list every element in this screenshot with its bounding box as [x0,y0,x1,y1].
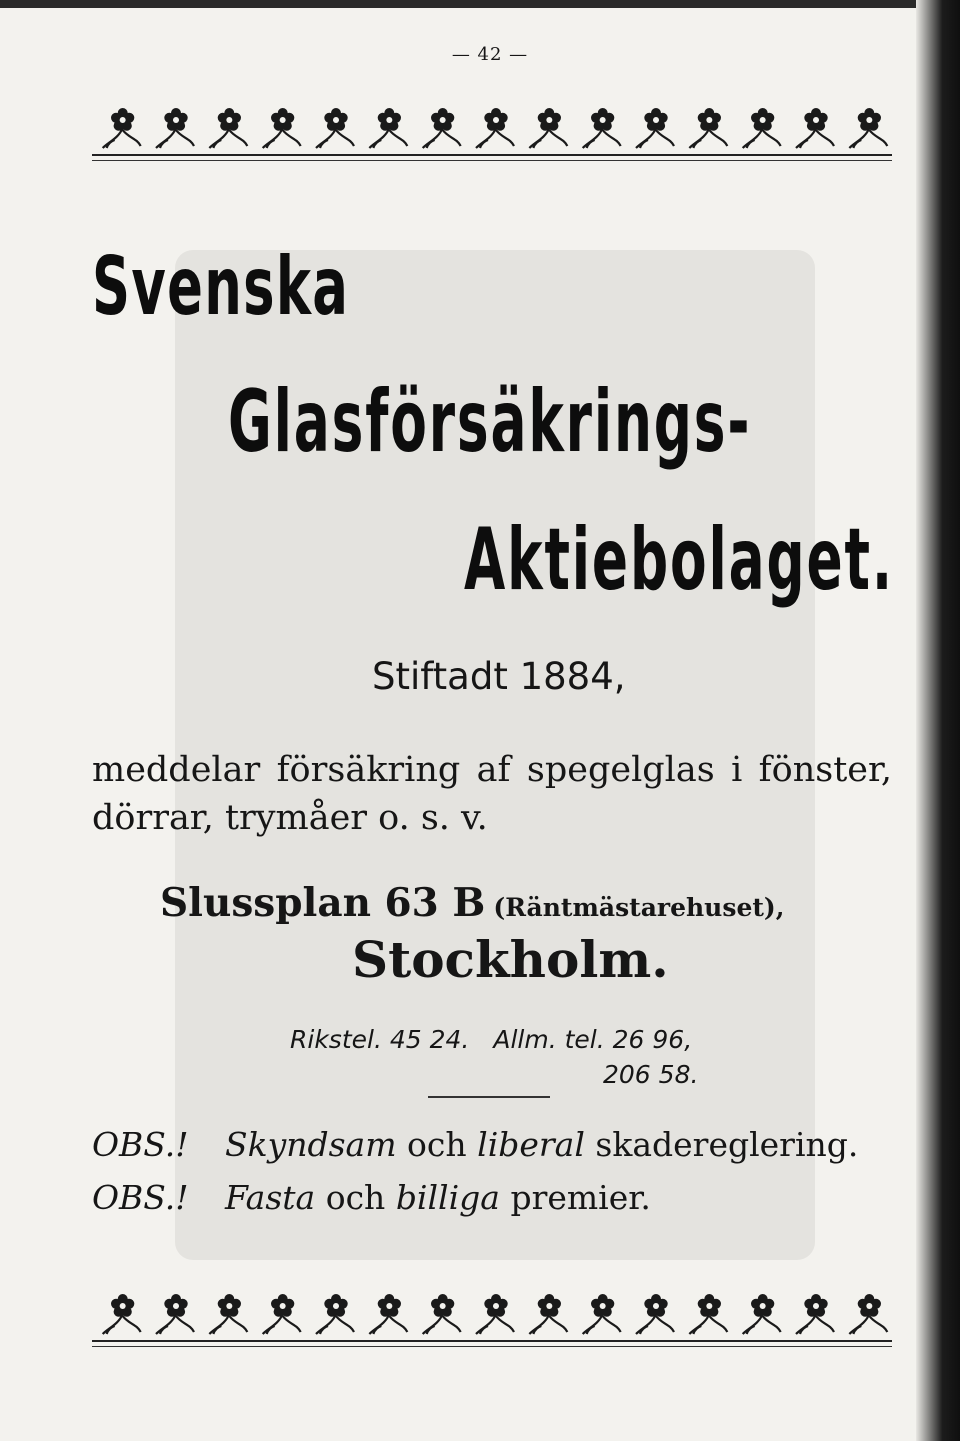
obs-rest: skadereglering. [595,1125,859,1164]
flower-ornament [529,108,567,148]
street: Slussplan 63 B [160,880,486,926]
flower-ornament [156,108,194,148]
flower-ornament [796,108,834,148]
flower-ornament [849,1294,887,1334]
flower-ornament [689,108,727,148]
flower-ornament [689,1294,727,1334]
building-note: (Räntmästarehuset), [493,893,785,922]
flower-ornament [209,108,247,148]
description-text: meddelar försäkring af spegelglas i fönster, dörrar, trymåer o. s. v. [92,750,892,838]
flower-ornament [849,108,887,148]
founded-year: Stiftadt 1884, [372,655,626,698]
flower-ornament [103,108,141,148]
flower-ornament [103,1294,141,1334]
obs-line [92,1178,651,1217]
headline-line-2: Glasförsäkrings- [228,372,752,472]
allm-tel-number: Allm. tel. 26 96, [493,1025,693,1054]
flower-ornament [476,1294,514,1334]
flower-ornament [583,1294,621,1334]
flower-ornament [263,108,301,148]
page-number: — 42 — [451,44,529,65]
rule-bottom-thin [92,1346,892,1347]
flower-ornament [156,1294,194,1334]
flower-ornament [369,1294,407,1334]
flower-ornament [636,108,674,148]
rule-top [92,154,892,156]
obs-line [92,1125,858,1164]
flower-ornament [476,108,514,148]
rule-bottom [92,1340,892,1342]
rikstel-number: Rikstel. 45 24. [290,1025,470,1054]
obs-rest: premier. [510,1178,651,1217]
flower-ornament [316,1294,354,1334]
street-address [160,880,784,926]
obs-mid: och [325,1178,386,1217]
obs-italic: Skyndsam [225,1125,397,1164]
phone-numbers [290,1025,692,1054]
flower-ornament [209,1294,247,1334]
rule-top-thin [92,160,892,161]
flower-ornament [743,1294,781,1334]
ornament-row-bottom [92,1290,892,1340]
headline-line-3: Aktiebolaget. [464,510,894,610]
flower-ornament [369,108,407,148]
flower-ornament-icon [92,1290,892,1340]
flower-ornament-icon [92,104,892,154]
flower-ornament [796,1294,834,1334]
obs-label: OBS.! [92,1178,189,1217]
scan-edge-right [916,0,960,1441]
flower-ornament [316,108,354,148]
short-divider [428,1096,550,1098]
obs-italic-2: liberal [477,1125,585,1164]
obs-italic-2: billiga [395,1178,500,1217]
allm-tel-number-2: 206 58. [603,1060,699,1089]
flower-ornament [583,108,621,148]
headline-line-1: Svenska [92,240,350,333]
obs-italic: Fasta [225,1178,316,1217]
flower-ornament [743,108,781,148]
city: Stockholm. [352,930,669,989]
flower-ornament [263,1294,301,1334]
flower-ornament [423,108,461,148]
scan-edge-top [0,0,960,8]
obs-label: OBS.! [92,1125,189,1164]
ornament-row-top [92,104,892,154]
obs-mid: och [407,1125,467,1164]
flower-ornament [636,1294,674,1334]
flower-ornament [529,1294,567,1334]
flower-ornament [423,1294,461,1334]
